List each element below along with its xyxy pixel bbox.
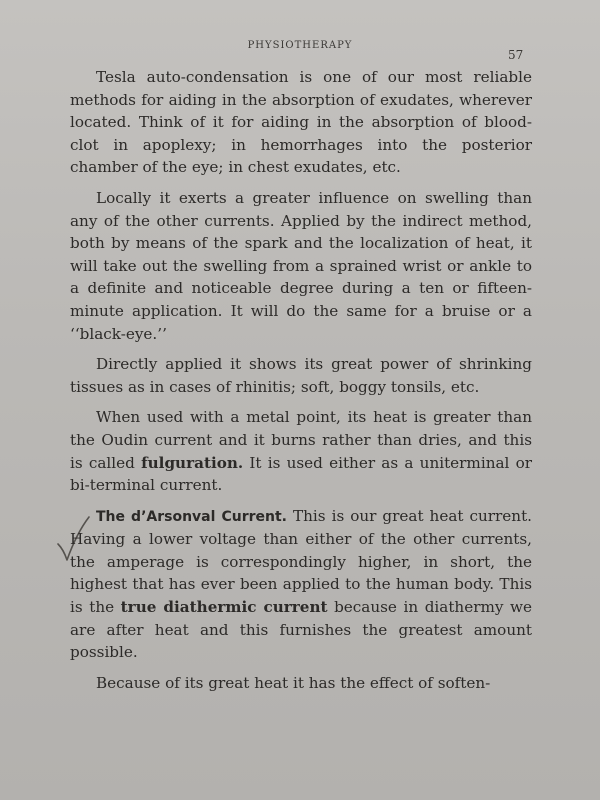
running-head: PHYSIOTHERAPY bbox=[247, 40, 353, 51]
section-heading-darsonval: The d’Arsonval Current. bbox=[96, 508, 288, 525]
paragraph-text: Tesla auto-condensation is one of our most reliable methods for aiding in the absorption of exudates, wherever located. Think of it for aiding in the absorption of blood-clot in apoplexy; in hemorrhages into the posterior chamber of the eye; in chest exudates, etc. bbox=[70, 68, 532, 177]
paragraph-fulguration bbox=[70, 406, 532, 496]
paragraph-text: because in diathermy we are after heat and this furnishes the greatest amount possible. bbox=[70, 598, 532, 662]
paragraph-darsonval-current bbox=[70, 505, 532, 664]
paragraph-text: When used with a metal point, its heat is greater than the Oudin current and it burns rather than dries, and this is called bbox=[70, 408, 532, 472]
page-number: 57 bbox=[508, 48, 524, 62]
paragraph-direct-application bbox=[70, 353, 532, 398]
paragraph-text: Because of its great heat it has the effect of soften- bbox=[96, 673, 491, 692]
diathermic-current-term: true diathermic current bbox=[120, 598, 328, 617]
fulguration-term: fulguration. bbox=[141, 453, 244, 472]
paragraph-text: It is used either as a uniterminal or bi-terminal current. bbox=[70, 453, 533, 495]
paragraph-swelling bbox=[70, 187, 532, 345]
paragraph-soften bbox=[70, 672, 532, 695]
paragraph-tesla-auto-condensation bbox=[70, 66, 532, 179]
paragraph-text: Locally it exerts a greater influence on swelling than any of the other currents. Applied by the indirect method, both by means of the spark and the localization of heat, it will take out the swelling from a sprained wrist or ankle to a definite and noticeable degree during a ten or fifteen-minute application. It will do the same for a bruise or a ‘‘black-eye.’’ bbox=[70, 188, 532, 343]
paragraph-text: Directly applied it shows its great power of shrinking tissues as in cases of rhinitis; soft, boggy tonsils, etc. bbox=[70, 355, 532, 396]
paragraph-text: This is our great heat current. Having a lower voltage than either of the other currents, the amperage is correspondingly higher, in short, the highest that has ever been applied to the human body. This is the bbox=[70, 506, 532, 617]
body-text bbox=[70, 66, 532, 694]
